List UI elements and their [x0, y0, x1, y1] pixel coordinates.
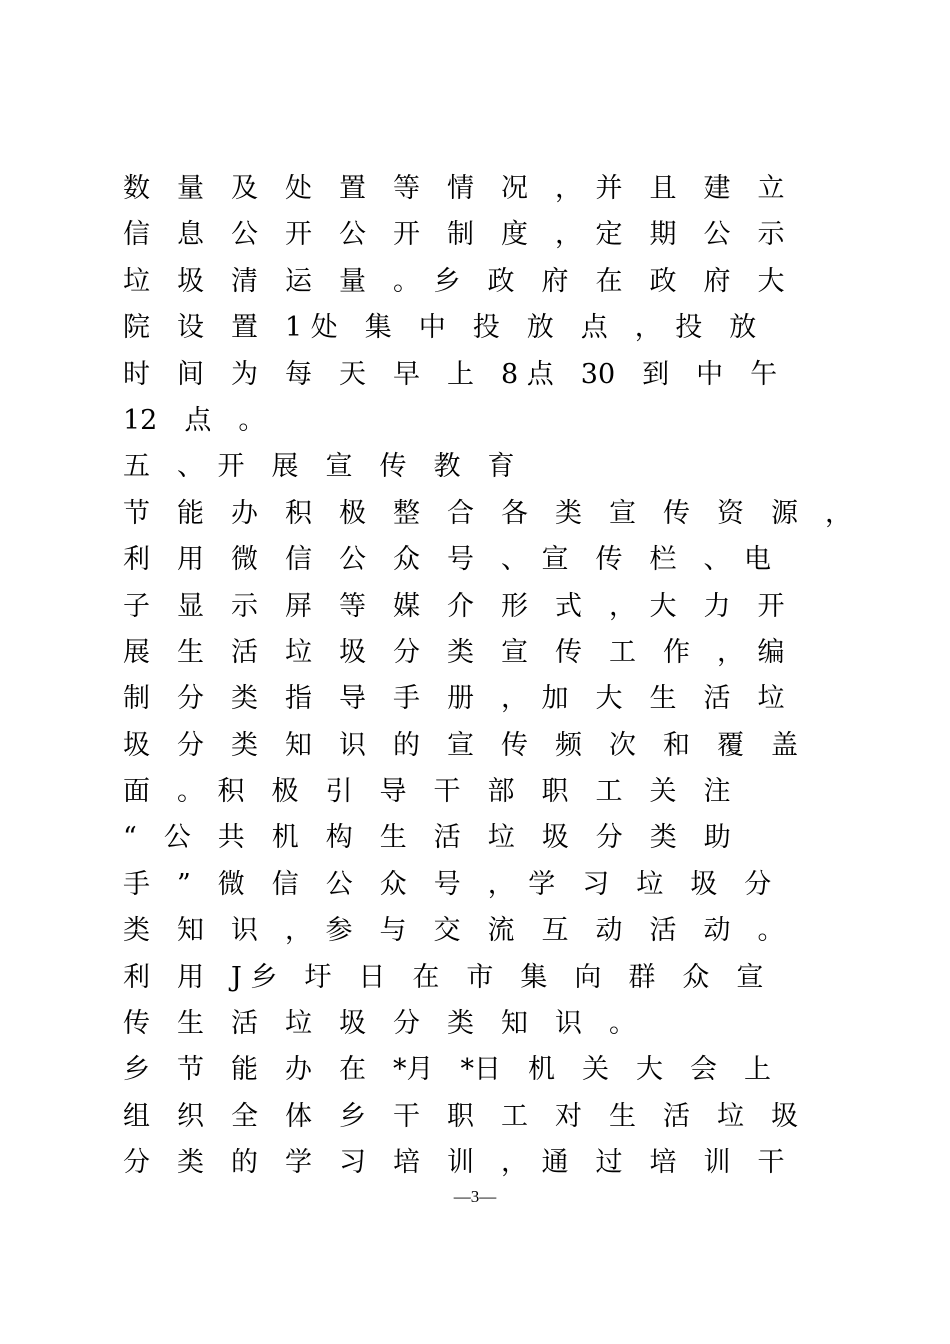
- text-line: 利 用 微 信 公 众 号 、 宣 传 栏 、 电: [123, 544, 771, 576]
- text-line: 展 生 活 垃 圾 分 类 宣 传 工 作 ， 编: [123, 636, 785, 668]
- text-line: 乡 节 能 办 在 *月 *日 机 关 大 会 上: [123, 1054, 771, 1086]
- section-heading: 五 、 开 展 宣 传 教 育: [123, 451, 515, 483]
- text-line: 垃 圾 清 运 量 。 乡 政 府 在 政 府 大: [123, 265, 785, 297]
- text-line: “ 公 共 机 构 生 活 垃 圾 分 类 助: [123, 822, 731, 854]
- text-line: 面 。 积 极 引 导 干 部 职 工 关 注: [123, 776, 731, 808]
- text-line: 时 间 为 每 天 早 上 8 点 30 到 中 午: [123, 358, 778, 390]
- text-line: 节 能 办 积 极 整 合 各 类 宣 传 资 源 ，: [123, 497, 852, 529]
- text-line: 信 息 公 开 公 开 制 度 ， 定 期 公 示: [123, 219, 785, 251]
- text-line: 传 生 活 垃 圾 分 类 知 识 。: [123, 1008, 636, 1040]
- text-line: 圾 分 类 知 识 的 宣 传 频 次 和 覆 盖: [123, 729, 798, 761]
- text-line: 分 类 的 学 习 培 训 ， 通 过 培 训 干: [123, 1147, 785, 1179]
- text-line: 类 知 识 ， 参 与 交 流 互 动 活 动 。: [123, 915, 785, 947]
- text-line: 制 分 类 指 导 手 册 ， 加 大 生 活 垃: [123, 683, 785, 715]
- text-line: 子 显 示 屏 等 媒 介 形 式 ， 大 力 开: [123, 590, 785, 622]
- text-line: 院 设 置 1 处 集 中 投 放 点 ， 投 放: [123, 312, 757, 344]
- text-line: 利 用 J 乡 圩 日 在 市 集 向 群 众 宣: [123, 961, 764, 993]
- text-line: 组 织 全 体 乡 干 职 工 对 生 活 垃 圾: [123, 1100, 798, 1132]
- text-line: 手 ” 微 信 公 众 号 ， 学 习 垃 圾 分: [123, 868, 772, 900]
- text-line: 数 量 及 处 置 等 情 况 ， 并 且 建 立: [123, 173, 785, 204]
- body-text: [123, 166, 852, 1187]
- page-number: —3—: [453, 1187, 497, 1206]
- text-line: 12 点 。: [123, 404, 266, 436]
